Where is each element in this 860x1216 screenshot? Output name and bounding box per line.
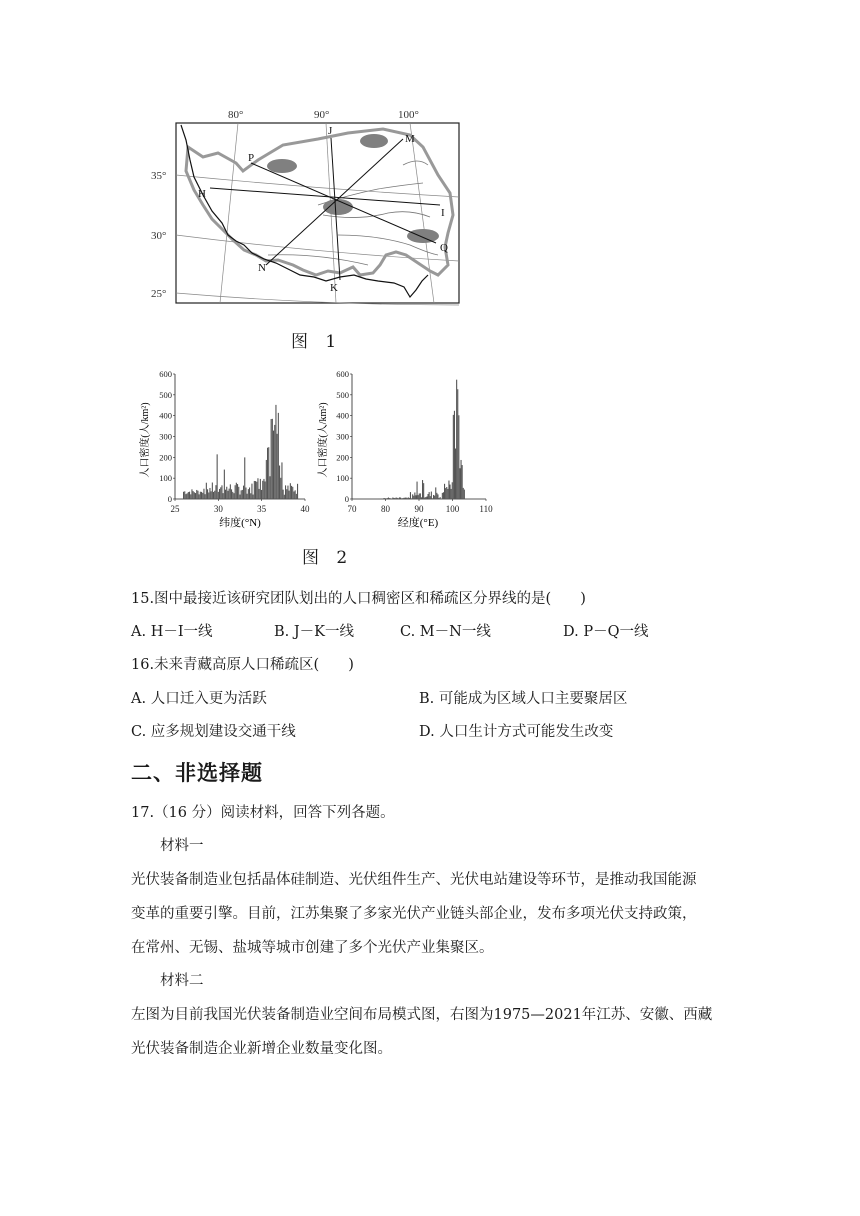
label-I: I — [441, 207, 445, 219]
left-bar — [271, 419, 272, 499]
q16-option-d: D. 人口生计方式可能发生改变 — [419, 724, 614, 740]
left-bar — [203, 489, 204, 499]
right-bar — [459, 468, 460, 499]
right-bar — [403, 498, 404, 499]
right-bar — [423, 483, 424, 499]
material1-line-3: 在常州、无锡、盐城等城市创建了多个光伏产业集聚区。 — [131, 940, 494, 956]
right-bar — [430, 496, 431, 499]
left-ytick-label: 300 — [159, 431, 172, 442]
right-bar — [456, 380, 457, 499]
right-ytick-label: 600 — [336, 369, 349, 379]
right-bar — [392, 498, 393, 499]
left-bar — [250, 493, 251, 499]
left-bar — [201, 492, 202, 499]
right-bar — [443, 492, 444, 499]
right-bar — [429, 492, 430, 499]
right-bar — [409, 498, 410, 499]
figure1-caption: 图 1 — [291, 332, 343, 352]
left-bar — [224, 470, 225, 499]
left-bar — [281, 462, 282, 499]
left-bar — [230, 484, 231, 499]
left-bar — [211, 491, 212, 499]
right-bar — [435, 487, 436, 499]
right-bar — [445, 488, 446, 499]
left-bar — [265, 481, 266, 499]
right-bar — [431, 492, 432, 499]
left-bar — [238, 487, 239, 499]
left-bar — [227, 491, 228, 499]
right-bar — [387, 498, 388, 499]
left-bar — [284, 495, 285, 499]
lat-label-30: 30° — [151, 230, 167, 242]
right-bar — [448, 481, 449, 499]
left-bar — [202, 493, 203, 499]
right-bar — [407, 498, 408, 499]
left-bar — [195, 493, 196, 499]
right-bar — [389, 498, 390, 499]
left-bar — [262, 481, 263, 499]
left-ytick-label: 600 — [159, 369, 172, 379]
left-bar — [208, 492, 209, 499]
left-ytick-label: 0 — [167, 494, 172, 504]
left-bar — [287, 486, 288, 499]
left-bar — [212, 483, 213, 499]
label-M: M — [405, 133, 415, 145]
left-bar — [253, 495, 254, 499]
q16-option-b: B. 可能成为区域人口主要聚居区 — [419, 691, 628, 707]
right-xtick-label: 80 — [381, 504, 390, 514]
right-xtick-label: 110 — [479, 504, 493, 514]
right-bar — [463, 488, 464, 499]
left-bar — [209, 488, 210, 499]
left-bar — [237, 484, 238, 499]
left-bar — [274, 425, 275, 499]
left-xtick-label: 30 — [213, 504, 223, 514]
right-bar — [421, 497, 422, 499]
left-bar — [254, 481, 255, 499]
right-bar — [381, 498, 382, 499]
left-bar — [290, 483, 291, 499]
right-bar — [432, 498, 433, 499]
right-bar — [406, 497, 407, 499]
right-bar — [422, 480, 423, 499]
left-bar — [200, 492, 201, 499]
left-bar — [259, 489, 260, 499]
right-bar — [398, 498, 399, 499]
left-bar — [218, 492, 219, 499]
q15-option-a: A. H－I一线 — [131, 624, 213, 640]
left-bar — [269, 476, 270, 499]
left-bar — [261, 490, 262, 499]
label-P: P — [248, 152, 255, 164]
right-bar — [385, 498, 386, 499]
left-bar — [196, 490, 197, 499]
left-bar — [217, 454, 218, 499]
right-bar — [439, 498, 440, 499]
section-title: 二、非选择题 — [131, 761, 263, 785]
left-bar — [187, 493, 188, 499]
left-bar — [245, 488, 246, 499]
left-bar — [278, 413, 279, 499]
left-bar — [279, 466, 280, 499]
right-bar — [384, 498, 385, 499]
left-bar — [295, 490, 296, 499]
left-bar — [285, 485, 286, 499]
right-bar — [440, 497, 441, 499]
right-bar — [461, 460, 462, 499]
left-bar — [232, 492, 233, 499]
left-bar — [273, 431, 274, 499]
right-xtick-label: 90 — [414, 504, 424, 514]
left-bar — [248, 489, 249, 499]
chart-latitude — [138, 369, 310, 529]
right-bar — [434, 496, 435, 499]
figure1-map — [148, 105, 468, 310]
right-bar — [437, 494, 438, 499]
left-bar — [223, 493, 224, 499]
left-bar — [205, 494, 206, 499]
lon-label-100: 100° — [398, 109, 419, 121]
left-bar — [251, 484, 252, 499]
left-bar — [257, 478, 258, 499]
right-bar — [426, 496, 427, 499]
left-bar — [277, 434, 278, 499]
q16-stem: 16.未来青藏高原人口稀疏区( ) — [131, 657, 354, 673]
material2-title: 材料二 — [160, 973, 204, 989]
left-bar — [213, 492, 214, 499]
q15-option-c: C. M－N一线 — [400, 624, 491, 640]
right-bar — [442, 493, 443, 499]
left-ytick-label: 200 — [159, 452, 172, 463]
left-bar — [289, 491, 290, 499]
right-xtick-label: 70 — [347, 504, 357, 514]
right-bar — [464, 490, 465, 499]
left-bar — [268, 447, 269, 499]
material2-line-1: 左图为目前我国光伏装备制造业空间布局模式图，右图为1975—2021年江苏、安徽、西藏 — [131, 1007, 713, 1023]
left-bar — [239, 495, 240, 499]
right-bar — [417, 482, 418, 499]
right-bar — [415, 495, 416, 499]
lon-label-90: 90° — [314, 109, 330, 121]
figure2-charts — [130, 366, 500, 532]
left-bar — [225, 490, 226, 499]
left-xtick-label: 25 — [170, 504, 180, 514]
left-bar — [215, 485, 216, 499]
left-xtick-label: 40 — [300, 504, 310, 514]
right-bar — [428, 494, 429, 499]
left-ytick-label: 400 — [159, 410, 172, 421]
right-bar — [410, 492, 411, 499]
right-ytick-label: 100 — [336, 473, 349, 484]
right-bar — [414, 492, 415, 499]
left-bar — [263, 479, 264, 499]
right-bar — [390, 498, 391, 499]
right-bar — [452, 482, 453, 499]
right-bar — [450, 485, 451, 499]
left-bar — [231, 489, 232, 499]
left-xlabel: 纬度(°N) — [219, 517, 261, 529]
left-bar — [206, 483, 207, 499]
left-bar — [256, 482, 257, 499]
lon-label-80: 80° — [228, 109, 244, 121]
right-bar — [404, 498, 405, 499]
material2-line-2: 光伏装备制造企业新增企业数量变化图。 — [131, 1041, 392, 1057]
left-bar — [292, 487, 293, 499]
label-H: H — [198, 188, 206, 200]
right-ylabel: 人口密度(人/km²) — [318, 402, 329, 478]
label-J: J — [328, 125, 333, 137]
left-bar — [199, 494, 200, 499]
right-bar — [444, 484, 445, 499]
left-bar — [247, 494, 248, 499]
right-bar — [447, 489, 448, 499]
right-bar — [408, 497, 409, 499]
left-ylabel: 人口密度(人/km²) — [140, 402, 151, 478]
left-bar — [242, 490, 243, 499]
left-bar — [183, 492, 184, 499]
left-bar — [272, 419, 273, 499]
right-ytick-label: 200 — [336, 452, 349, 463]
left-bar — [291, 486, 292, 499]
material1-line-1: 光伏装备制造业包括晶体硅制造、光伏组件生产、光伏电站建设等环节，是推动我国能源 — [131, 872, 697, 888]
q15-stem: 15.图中最接近该研究团队划出的人口稠密区和稀疏区分界线的是( ) — [131, 591, 586, 607]
left-bar — [296, 494, 297, 499]
label-N: N — [258, 262, 266, 274]
right-bar — [446, 487, 447, 499]
left-bar — [193, 491, 194, 499]
right-bar — [457, 389, 458, 499]
label-K: K — [330, 282, 338, 294]
left-bar — [260, 479, 261, 499]
left-bar — [283, 490, 284, 499]
right-xlabel: 经度(°E) — [397, 517, 439, 529]
left-xtick-label: 35 — [257, 504, 267, 514]
left-bar — [189, 492, 190, 499]
right-bar — [399, 497, 400, 499]
left-bar — [235, 485, 236, 499]
right-ytick-label: 400 — [336, 410, 349, 421]
left-bar — [266, 460, 267, 499]
left-bar — [197, 491, 198, 499]
right-bar — [451, 489, 452, 499]
label-Q: Q — [440, 242, 448, 254]
right-bar — [436, 493, 437, 499]
left-bar — [220, 487, 221, 499]
left-bar — [219, 489, 220, 499]
q15-option-b: B. J－K一线 — [274, 624, 355, 640]
left-bar — [293, 491, 294, 499]
right-bar — [433, 495, 434, 499]
left-bar — [229, 489, 230, 499]
left-bar — [236, 483, 237, 499]
figure2-caption: 图 2 — [302, 548, 354, 568]
right-bar — [411, 498, 412, 499]
right-bar — [420, 493, 421, 499]
left-bar — [286, 489, 287, 499]
lat-label-35: 35° — [151, 170, 167, 182]
lat-label-25: 25° — [151, 288, 167, 300]
left-ytick-label: 100 — [159, 473, 172, 484]
left-bar — [188, 492, 189, 499]
left-bar — [184, 491, 185, 499]
left-bar — [243, 486, 244, 499]
left-bar — [255, 481, 256, 499]
right-ytick-label: 500 — [336, 389, 349, 400]
right-bar — [462, 465, 463, 499]
right-ytick-label: 0 — [344, 494, 349, 504]
right-bar — [402, 498, 403, 499]
left-bar — [190, 494, 191, 499]
left-bar — [185, 494, 186, 499]
q16-option-c: C. 应多规划建设交通干线 — [131, 724, 296, 740]
left-bar — [191, 489, 192, 499]
left-bar — [207, 489, 208, 499]
right-bar — [401, 498, 402, 499]
material1-line-2: 变革的重要引擎。目前，江苏集聚了多家光伏产业链头部企业，发布多项光伏支持政策， — [131, 906, 697, 922]
left-bar — [244, 457, 245, 499]
left-bar — [241, 490, 242, 499]
right-bar — [453, 415, 454, 499]
left-ytick-label: 500 — [159, 389, 172, 400]
left-bar — [233, 493, 234, 499]
material1-title: 材料一 — [160, 838, 204, 854]
left-bar — [226, 487, 227, 499]
chart-longitude — [316, 369, 493, 529]
left-bar — [214, 491, 215, 499]
right-bar — [455, 449, 456, 499]
left-bar — [297, 484, 298, 499]
right-bar — [458, 415, 459, 499]
right-bar — [400, 498, 401, 499]
right-ytick-label: 300 — [336, 431, 349, 442]
right-bar — [413, 496, 414, 499]
right-bar — [395, 498, 396, 499]
right-bar — [397, 498, 398, 499]
right-bar — [388, 497, 389, 499]
left-bar — [249, 487, 250, 499]
right-bar — [424, 497, 425, 499]
right-bar — [425, 497, 426, 499]
right-xtick-label: 100 — [445, 504, 460, 514]
right-bar — [393, 498, 394, 499]
right-bar — [454, 411, 455, 499]
right-bar — [396, 497, 397, 499]
q16-option-a: A. 人口迁入更为活跃 — [131, 691, 267, 707]
right-bar — [412, 494, 413, 499]
left-bar — [280, 478, 281, 499]
left-bar — [267, 448, 268, 499]
q15-option-d: D. P－Q一线 — [563, 624, 649, 640]
left-bar — [194, 492, 195, 499]
right-bar — [419, 494, 420, 499]
q17-stem: 17.（16 分）阅读材料，回答下列各题。 — [131, 805, 395, 821]
right-bar — [386, 498, 387, 499]
left-bar — [221, 485, 222, 499]
left-bar — [275, 405, 276, 499]
right-bar — [418, 495, 419, 499]
